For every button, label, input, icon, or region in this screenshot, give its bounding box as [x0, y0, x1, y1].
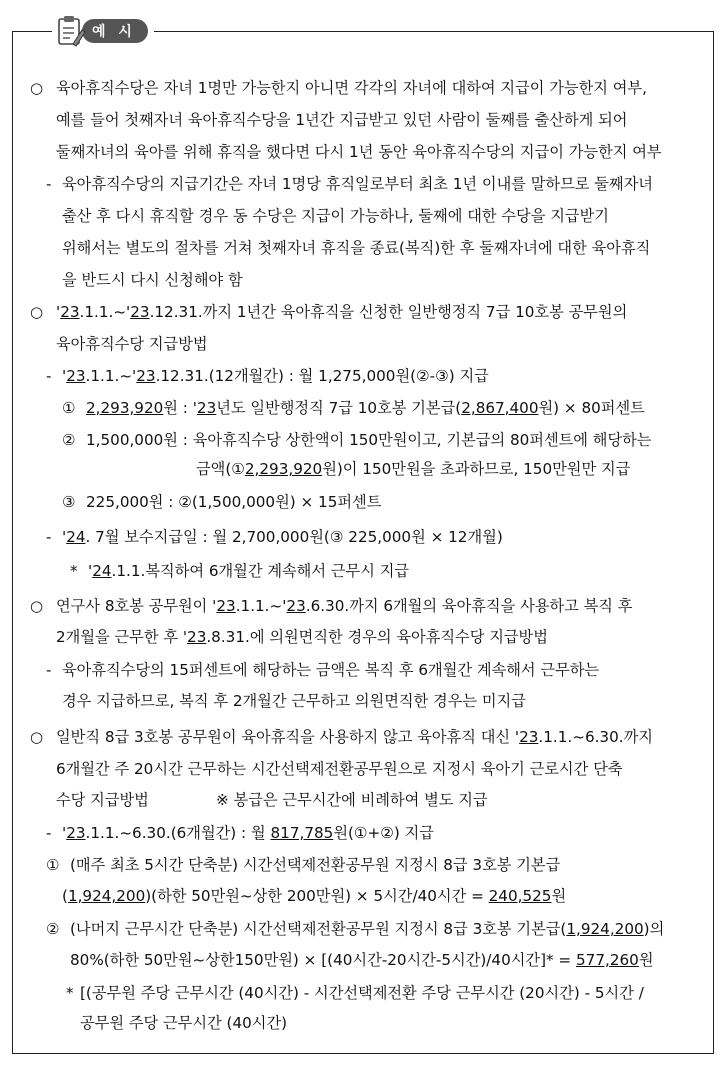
- text-line: 육아휴직수당 지급방법: [56, 335, 208, 353]
- text-line: 2,293,920원 : '23년도 일반행정직 7급 10호봉 기본급(2,867,400원) × 80퍼센트: [86, 399, 645, 417]
- text-line: 위해서는 별도의 절차를 거쳐 첫째자녀 휴직을 종료(복직)한 후 둘째자녀에 대한 육아휴직: [62, 239, 651, 257]
- dash: -: [46, 175, 52, 193]
- badge-label: 예 시: [82, 19, 148, 43]
- text-line: (1,924,200)(하한 50만원~상한 200만원) × 5시간/40시간 = 240,525원: [62, 887, 567, 905]
- text-line: 예를 들어 첫째자녀 육아휴직수당을 1년간 지급받고 있던 사람이 둘째를 출산하게 되어: [56, 111, 628, 129]
- text-line: '24.1.1.복직하여 6개월간 계속해서 근무시 지급: [88, 562, 410, 580]
- bullet: ○: [30, 303, 44, 321]
- dash: -: [46, 528, 52, 546]
- text-line: 을 반드시 다시 신청해야 함: [62, 271, 243, 289]
- circled-number: ③: [62, 493, 76, 511]
- circled-number: ②: [46, 920, 60, 938]
- text-line: 금액(①2,293,920원)이 150만원을 초과하므로, 150만원만 지급: [196, 460, 631, 478]
- text-line: 80%(하한 50만원~상한150만원) × [(40시간-20시간-5시간)/40시간]* = 577,260원: [70, 951, 654, 969]
- text-line: '23.1.1.~'23.12.31.(12개월간) : 월 1,275,000원(②-③) 지급: [62, 367, 489, 385]
- text-line: 일반직 8급 3호봉 공무원이 육아휴직을 사용하지 않고 육아휴직 대신 '23.1.1.~6.30.까지: [56, 728, 653, 746]
- text-line: 수당 지급방법: [56, 791, 149, 809]
- text-line: '24. 7월 보수지급일 : 월 2,700,000원(③ 225,000원 × 12개월): [62, 528, 503, 546]
- text-line: 6개월간 주 20시간 근무하는 시간선택제전환공무원으로 지정시 육아기 근로시간 단축: [56, 760, 623, 778]
- text-line: 출산 후 다시 휴직할 경우 동 수당은 지급이 가능하나, 둘째에 대한 수당을 지급받기: [62, 207, 609, 225]
- dash: -: [46, 824, 52, 842]
- text-line: 둘째자녀의 육아를 위해 휴직을 했다면 다시 1년 동안 육아휴직수당의 지급이 가능한지 여부: [56, 143, 662, 161]
- note-text: ※ 봉급은 근무시간에 비례하여 별도 지급: [216, 791, 488, 809]
- circled-number: ①: [62, 399, 76, 417]
- text-line: 경우 지급하므로, 복직 후 2개월간 근무하고 의원면직한 경우는 미지급: [62, 692, 526, 710]
- clipboard-icon: [56, 14, 86, 48]
- dash: -: [46, 661, 52, 679]
- text-line: (나머지 근무시간 단축분) 시간선택제전환공무원 지정시 8급 3호봉 기본급(1,924,200)의: [70, 920, 665, 938]
- text-line: 육아휴직수당은 자녀 1명만 가능한지 아니면 각각의 자녀에 대하여 지급이 가능한지 여부,: [56, 79, 647, 97]
- text-line: 육아휴직수당의 지급기간은 자녀 1명당 휴직일로부터 최초 1년 이내를 말하므로 둘째자녀: [62, 175, 653, 193]
- text-line: '23.1.1.~'23.12.31.까지 1년간 육아휴직을 신청한 일반행정직 7급 10호봉 공무원의: [56, 303, 628, 321]
- bullet: ○: [30, 597, 44, 615]
- text-line: [(공무원 주당 근무시간 (40시간) - 시간선택제전환 주당 근무시간 (20시간) - 5시간 /: [80, 984, 644, 1002]
- text-line: 2개월을 근무한 후 '23.8.31.에 의원면직한 경우의 육아휴직수당 지급방법: [56, 628, 548, 646]
- text-line: (매주 최초 5시간 단축분) 시간선택제전환공무원 지정시 8급 3호봉 기본급: [70, 856, 561, 874]
- footnote-star: *: [70, 562, 78, 580]
- text-line: 육아휴직수당의 15퍼센트에 해당하는 금액은 복직 후 6개월간 계속해서 근무하는: [62, 661, 600, 679]
- example-badge: [52, 13, 154, 49]
- text-line: 공무원 주당 근무시간 (40시간): [80, 1014, 288, 1032]
- footnote-star: *: [66, 984, 74, 1002]
- bullet: ○: [30, 79, 44, 97]
- text-line: '23.1.1.~6.30.(6개월간) : 월 817,785원(①+②) 지급: [62, 824, 434, 842]
- dash: -: [46, 367, 52, 385]
- circled-number: ①: [46, 856, 60, 874]
- text-line: 연구사 8호봉 공무원이 '23.1.1.~'23.6.30.까지 6개월의 육아휴직을 사용하고 복직 후: [56, 597, 633, 615]
- circled-number: ②: [62, 431, 76, 449]
- text-line: 225,000원 : ②(1,500,000원) × 15퍼센트: [86, 493, 382, 511]
- text-line: 1,500,000원 : 육아휴직수당 상한액이 150만원이고, 기본급의 80퍼센트에 해당하는: [86, 431, 652, 449]
- bullet: ○: [30, 728, 44, 746]
